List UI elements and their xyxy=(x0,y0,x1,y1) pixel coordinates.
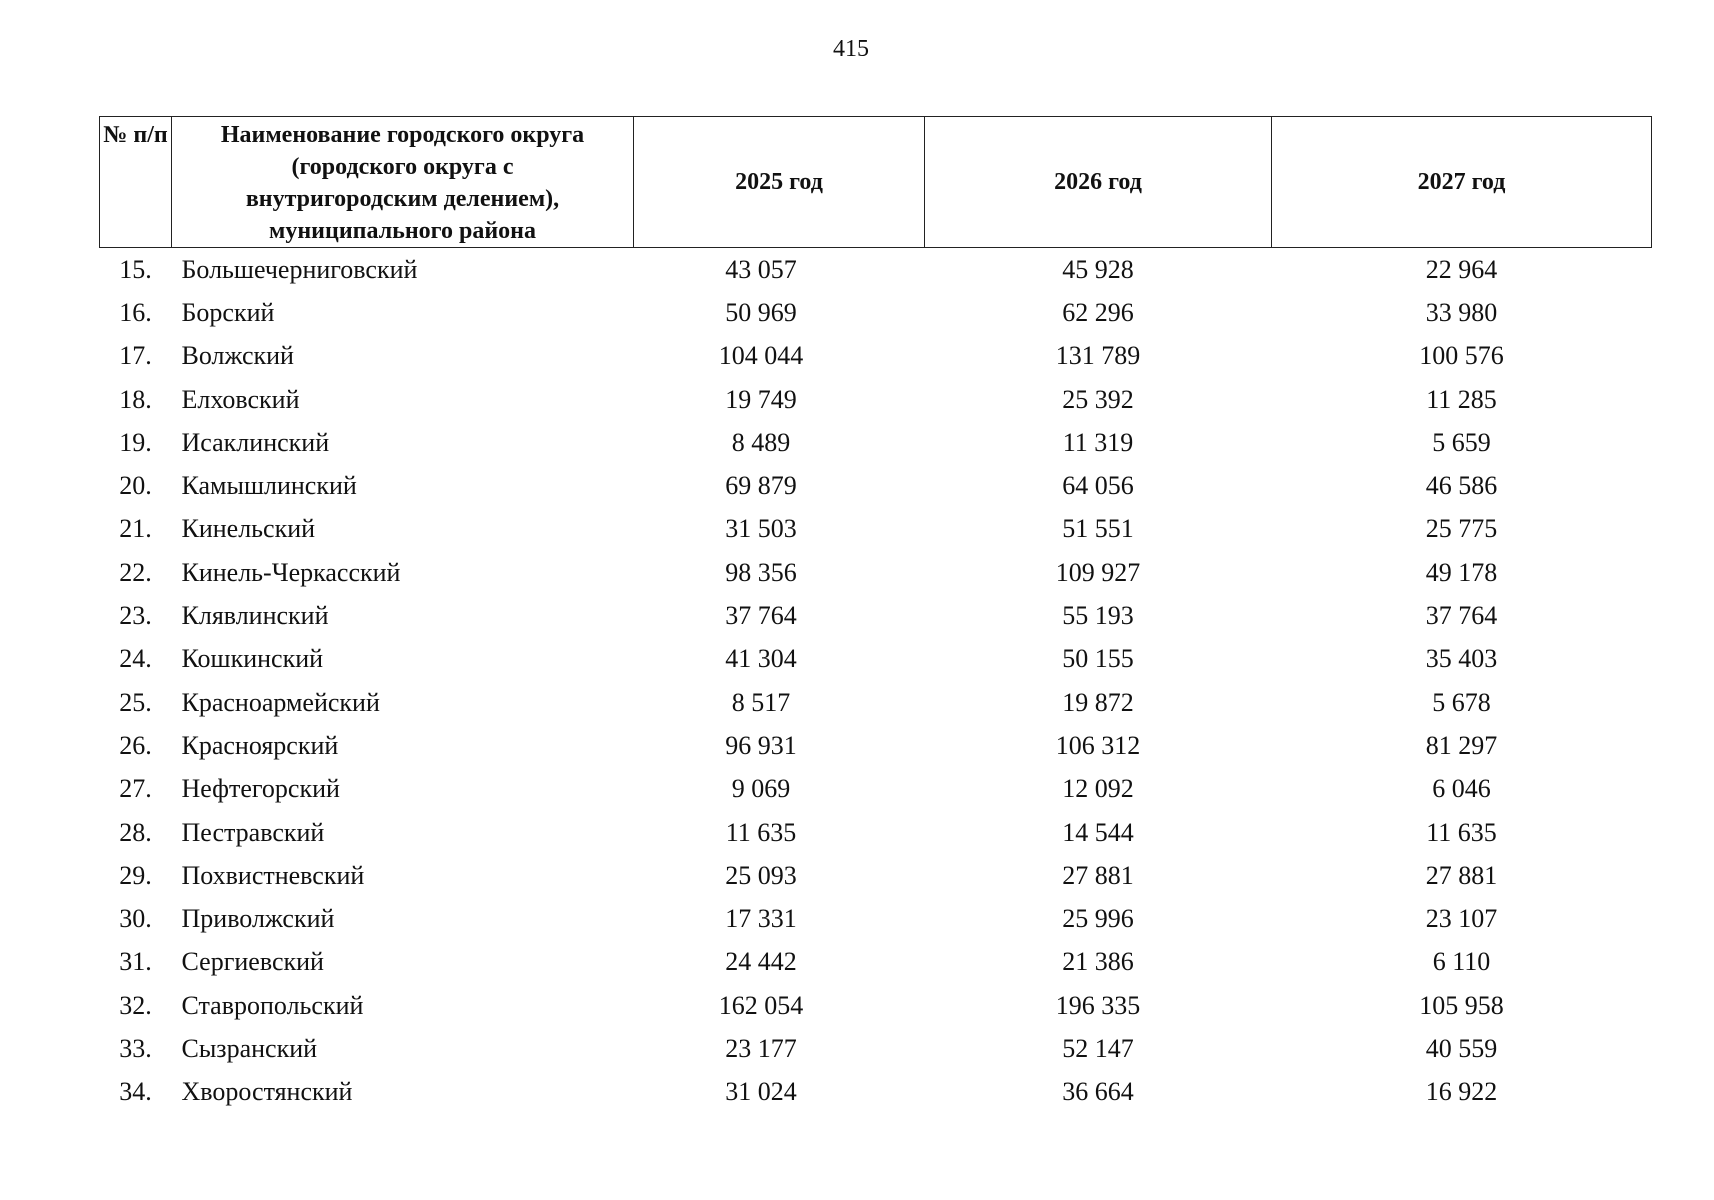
table-row xyxy=(100,594,1652,637)
row-value-2027: 23 107 xyxy=(1425,904,1498,934)
row-value-2025: 24 442 xyxy=(725,947,797,977)
row-name: Сергиевский xyxy=(181,947,324,977)
row-value-2027: 81 297 xyxy=(1425,730,1498,760)
table-row xyxy=(100,984,1652,1027)
row-value-2026: 19 872 xyxy=(1062,687,1134,717)
row-value-2026: 50 155 xyxy=(1062,644,1134,674)
row-value-2025: 96 931 xyxy=(725,730,797,760)
row-value-2027: 11 285 xyxy=(1426,384,1497,414)
row-value-2025: 50 969 xyxy=(725,297,797,327)
row-name: Елховский xyxy=(181,384,300,414)
row-number: 16. xyxy=(119,297,152,327)
data-table xyxy=(99,116,1652,1114)
header-number: № п/п xyxy=(100,117,172,248)
row-name: Нефтегорский xyxy=(181,774,340,804)
row-value-2025: 9 069 xyxy=(731,774,791,804)
row-value-2026: 25 392 xyxy=(1062,384,1134,414)
row-value-2026: 36 664 xyxy=(1062,1077,1134,1107)
row-number: 21. xyxy=(119,514,152,544)
row-value-2026: 25 996 xyxy=(1062,904,1134,934)
row-number: 23. xyxy=(119,601,152,631)
table-row xyxy=(100,941,1652,984)
row-number: 25. xyxy=(119,687,152,717)
table-row xyxy=(100,681,1652,724)
table-row xyxy=(100,464,1652,507)
row-number: 26. xyxy=(119,730,152,760)
data-table-container xyxy=(99,116,1651,1114)
table-header xyxy=(100,117,1652,248)
row-value-2025: 37 764 xyxy=(725,601,797,631)
row-value-2025: 31 024 xyxy=(725,1077,797,1107)
row-value-2026: 51 551 xyxy=(1062,514,1134,544)
table-row xyxy=(100,551,1652,594)
row-number: 29. xyxy=(119,860,152,890)
row-number: 28. xyxy=(119,817,152,847)
row-name: Приволжский xyxy=(181,904,335,934)
header-year-2025: 2025 год xyxy=(634,117,925,248)
row-name: Исаклинский xyxy=(181,427,330,457)
row-value-2027: 100 576 xyxy=(1419,341,1504,371)
row-value-2027: 5 659 xyxy=(1432,427,1491,457)
table-row xyxy=(100,335,1652,378)
row-value-2027: 105 958 xyxy=(1419,990,1504,1020)
row-value-2025: 19 749 xyxy=(725,384,797,414)
row-value-2025: 162 054 xyxy=(718,990,804,1020)
table-body xyxy=(100,248,1652,1114)
row-value-2025: 69 879 xyxy=(725,471,797,501)
row-value-2027: 37 764 xyxy=(1425,601,1498,631)
row-name: Хворостянский xyxy=(181,1077,353,1107)
row-value-2027: 35 403 xyxy=(1425,644,1498,674)
row-number: 17. xyxy=(119,341,152,371)
row-number: 22. xyxy=(119,557,152,587)
header-name: Наименование городского округа (городского округа с внутригородским делением), муниципального района xyxy=(172,117,634,248)
row-value-2025: 41 304 xyxy=(725,644,797,674)
row-value-2026: 196 335 xyxy=(1055,990,1141,1020)
row-value-2027: 25 775 xyxy=(1425,514,1498,544)
table-row xyxy=(100,724,1652,767)
row-name: Кошкинский xyxy=(181,644,324,674)
row-name: Борский xyxy=(181,297,275,327)
row-value-2027: 6 046 xyxy=(1432,774,1491,804)
table-row xyxy=(100,248,1652,292)
page-number: 415 xyxy=(833,36,869,62)
header-row xyxy=(100,117,1652,248)
table-row xyxy=(100,1071,1652,1114)
table-row xyxy=(100,421,1652,464)
row-value-2027: 46 586 xyxy=(1425,471,1498,501)
row-value-2025: 31 503 xyxy=(725,514,797,544)
row-value-2027: 33 980 xyxy=(1425,297,1498,327)
row-value-2026: 45 928 xyxy=(1062,254,1134,284)
table-row xyxy=(100,291,1652,334)
row-value-2025: 43 057 xyxy=(725,254,797,284)
row-number: 24. xyxy=(119,644,152,674)
row-value-2027: 49 178 xyxy=(1425,557,1498,587)
row-value-2025: 25 093 xyxy=(725,860,797,890)
row-value-2026: 12 092 xyxy=(1062,774,1134,804)
row-value-2027: 5 678 xyxy=(1432,687,1491,717)
row-name: Похвистневский xyxy=(181,860,365,890)
row-value-2025: 104 044 xyxy=(718,341,804,371)
row-value-2026: 11 319 xyxy=(1062,427,1134,457)
row-name: Сызранский xyxy=(181,1033,318,1063)
table-row xyxy=(100,1027,1652,1070)
row-number: 32. xyxy=(119,990,152,1020)
row-value-2025: 98 356 xyxy=(725,557,797,587)
row-value-2026: 109 927 xyxy=(1055,557,1141,587)
row-number: 15. xyxy=(119,254,152,284)
row-value-2025: 8 517 xyxy=(731,687,791,717)
row-value-2026: 27 881 xyxy=(1062,860,1134,890)
table-row xyxy=(100,897,1652,940)
table-row xyxy=(100,768,1652,811)
row-value-2025: 8 489 xyxy=(731,427,791,457)
row-name: Кинельский xyxy=(181,514,316,544)
row-number: 30. xyxy=(119,904,152,934)
row-value-2027: 22 964 xyxy=(1425,254,1498,284)
table-row xyxy=(100,638,1652,681)
table-row xyxy=(100,378,1652,421)
row-number: 20. xyxy=(119,471,152,501)
row-value-2026: 106 312 xyxy=(1055,730,1141,760)
header-year-2026: 2026 год xyxy=(925,117,1272,248)
row-name: Большечерниговский xyxy=(181,254,418,284)
row-name: Ставропольский xyxy=(181,990,364,1020)
row-value-2026: 64 056 xyxy=(1062,471,1134,501)
row-value-2026: 62 296 xyxy=(1062,297,1134,327)
row-name: Волжский xyxy=(181,341,294,371)
row-number: 34. xyxy=(119,1077,152,1107)
row-number: 33. xyxy=(119,1033,152,1063)
row-value-2026: 55 193 xyxy=(1062,601,1134,631)
table-row xyxy=(100,811,1652,854)
header-year-2027: 2027 год xyxy=(1272,117,1652,248)
row-value-2027: 27 881 xyxy=(1425,860,1498,890)
row-name: Клявлинский xyxy=(181,601,329,631)
row-value-2026: 131 789 xyxy=(1055,341,1141,371)
row-value-2026: 21 386 xyxy=(1062,947,1134,977)
row-name: Кинель-Черкасский xyxy=(181,557,401,587)
row-value-2025: 17 331 xyxy=(725,904,797,934)
row-number: 18. xyxy=(119,384,152,414)
row-value-2027: 6 110 xyxy=(1432,947,1491,977)
row-number: 27. xyxy=(119,774,152,804)
row-value-2025: 11 635 xyxy=(725,817,797,847)
row-name: Пестравский xyxy=(181,817,325,847)
row-value-2026: 52 147 xyxy=(1062,1033,1134,1063)
row-value-2027: 16 922 xyxy=(1425,1077,1498,1107)
row-name: Камышлинский xyxy=(181,471,357,501)
table-row xyxy=(100,854,1652,897)
row-value-2027: 11 635 xyxy=(1426,817,1497,847)
row-name: Красноярский xyxy=(181,730,339,760)
row-number: 19. xyxy=(119,427,152,457)
row-name: Красноармейский xyxy=(181,687,380,717)
row-number: 31. xyxy=(119,947,152,977)
row-value-2027: 40 559 xyxy=(1425,1033,1498,1063)
row-value-2025: 23 177 xyxy=(725,1033,797,1063)
table-row xyxy=(100,508,1652,551)
row-value-2026: 14 544 xyxy=(1062,817,1134,847)
